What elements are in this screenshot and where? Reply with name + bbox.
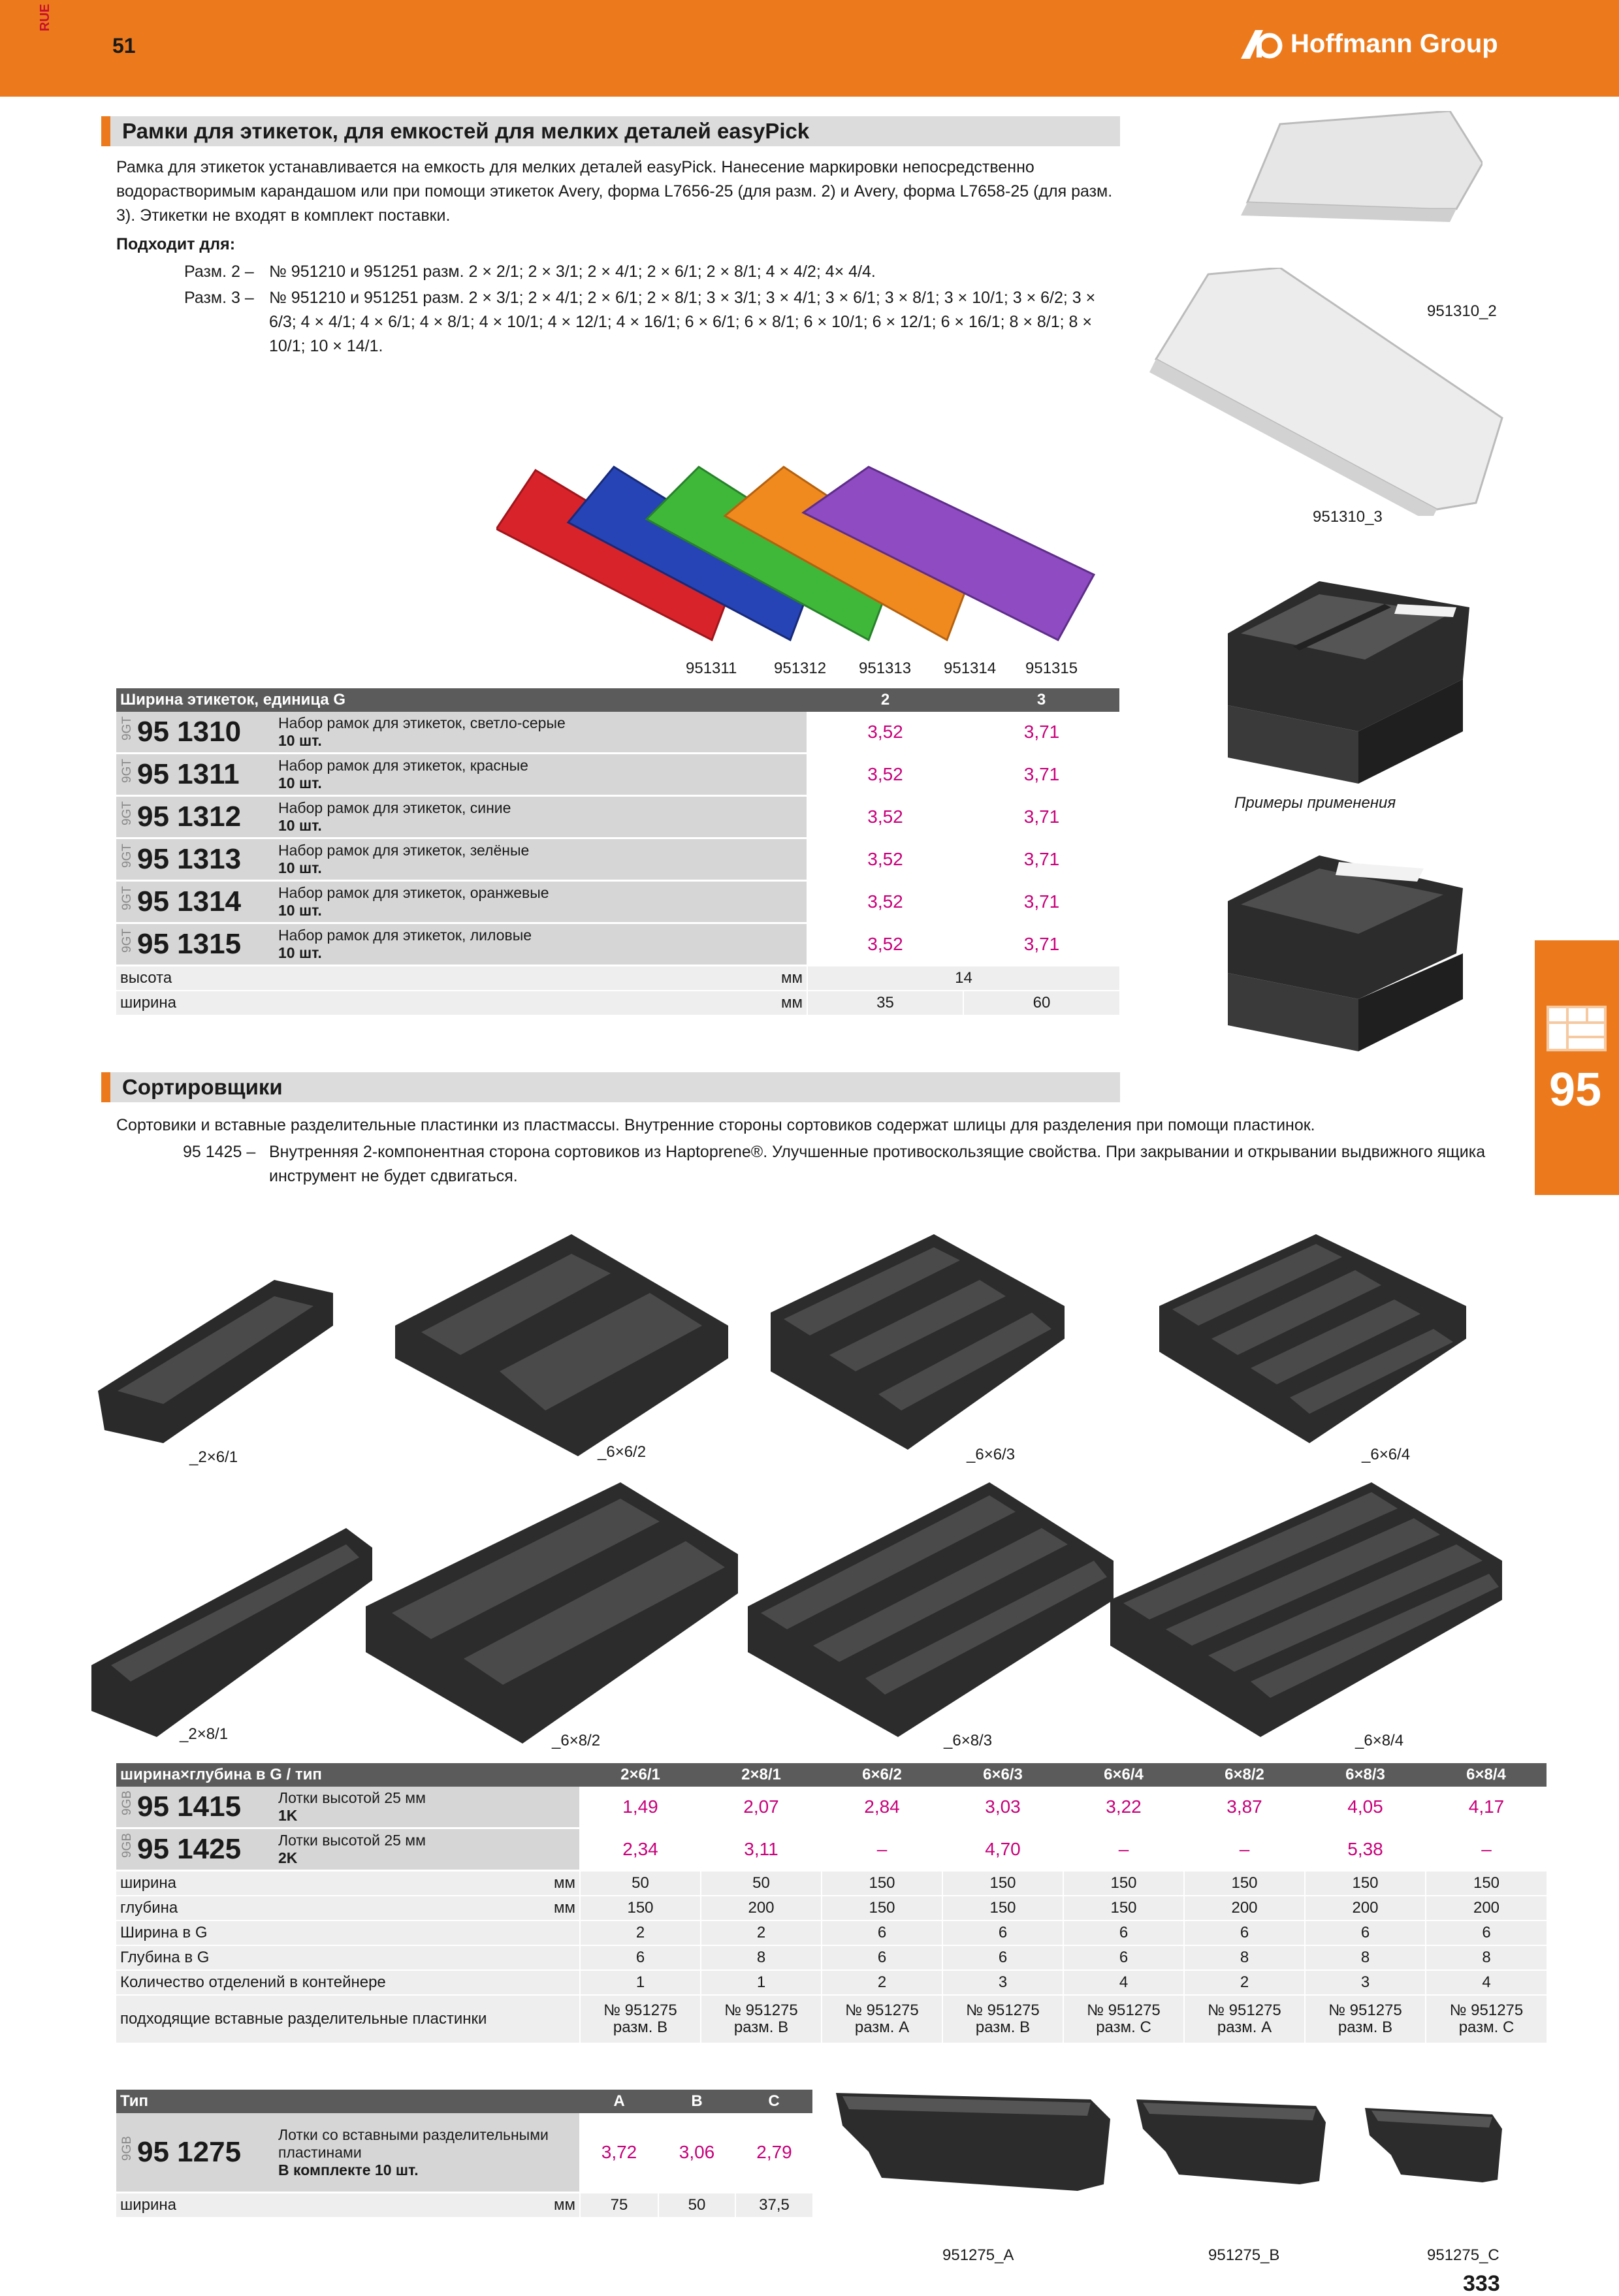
- product-description: Лотки со вставными разделительными пластинами: [278, 2126, 549, 2161]
- image-caption-951314: 951314: [944, 660, 997, 677]
- price: 3,87: [1184, 1787, 1305, 1828]
- spec-row-width: [116, 991, 1119, 1015]
- sorters-table: [116, 1763, 1547, 2044]
- price: –: [1184, 1828, 1305, 1871]
- image-caption-951313: 951313: [859, 660, 912, 677]
- plate-size: разм. A: [1217, 2018, 1272, 2036]
- divider-plate-b-image: [1133, 2093, 1329, 2191]
- table-header-row: [116, 688, 1119, 712]
- image-caption-951310-2: 951310_2: [1427, 302, 1497, 320]
- spec-label: Ширина в G: [116, 1921, 273, 1945]
- spec-value: 6: [822, 1945, 942, 1970]
- usage-example-box-divided-image: [1228, 568, 1476, 784]
- image-caption-6x6-2: _6×6/2: [598, 1443, 647, 1461]
- plate-number: № 951275: [845, 2001, 919, 2019]
- spec-value: 2: [580, 1921, 701, 1945]
- image-caption-951275-b: 951275_B: [1208, 2246, 1280, 2264]
- spec-value: 6: [1063, 1921, 1184, 1945]
- product-description: Лотки высотой 25 мм: [278, 1832, 426, 1849]
- product-quantity: 10 шт.: [278, 859, 322, 876]
- spec-value: 4: [1063, 1970, 1184, 1995]
- spec-unit: [273, 1945, 580, 1970]
- spec-label: высота: [116, 966, 273, 991]
- spec-value: 2: [1184, 1970, 1305, 1995]
- plate-size: разм. B: [1338, 2018, 1393, 2036]
- price: –: [1063, 1828, 1184, 1871]
- sorter-6x8-3-image: [748, 1482, 1120, 1744]
- order-code: 9GB: [120, 1833, 134, 1858]
- spec-value: 4: [1426, 1970, 1547, 1995]
- product-description: Набор рамок для этикеток, красные: [278, 757, 528, 774]
- divider-plate-a-image: [829, 2086, 1117, 2197]
- label-frame-grey-small-image: [1234, 111, 1483, 268]
- spec-value: 200: [1426, 1896, 1547, 1921]
- spec-value: 6: [1063, 1945, 1184, 1970]
- usage-caption: Примеры применения: [1234, 794, 1396, 812]
- table-row: [116, 923, 1119, 966]
- table-row: [116, 1828, 1547, 1871]
- spec-value: 1: [580, 1970, 701, 1995]
- article-number: 95 1310: [137, 716, 242, 748]
- grid-icon: [1547, 1006, 1607, 1051]
- spec-row-width: [116, 2193, 812, 2218]
- spec-value-size-2: 35: [807, 991, 963, 1015]
- spec-unit: мм: [273, 2193, 580, 2218]
- label-frame-grey-large-image: [1149, 268, 1515, 516]
- image-caption-2x8-1: _2×8/1: [180, 1725, 229, 1743]
- header-size-3: 3: [963, 688, 1119, 712]
- header-label-type: ширина×глубина в G / тип: [116, 1763, 580, 1787]
- spec-value: 6: [1305, 1921, 1426, 1945]
- order-code: 9GT: [120, 759, 134, 784]
- spec-value: 8: [1305, 1945, 1426, 1970]
- image-caption-951311: 951311: [686, 660, 737, 677]
- product-quantity: 1K: [278, 1807, 298, 1824]
- price: –: [822, 1828, 942, 1871]
- header-type: 6×6/2: [822, 1763, 942, 1787]
- header-type-c: C: [735, 2090, 812, 2113]
- header-type: 2×6/1: [580, 1763, 701, 1787]
- spec-value: 6: [1426, 1921, 1547, 1945]
- spec-row: [116, 1945, 1547, 1970]
- spec-label: ширина: [116, 2193, 273, 2218]
- image-caption-6x6-4: _6×6/4: [1362, 1446, 1411, 1463]
- image-caption-951275-a: 951275_A: [942, 2246, 1014, 2264]
- product-quantity: 10 шт.: [278, 902, 322, 919]
- sorter-6x6-3-image: [771, 1234, 1071, 1456]
- price-type-a: 3,72: [580, 2113, 658, 2193]
- price: 4,70: [942, 1828, 1063, 1871]
- spec-unit: мм: [273, 1896, 580, 1921]
- spec-label: Глубина в G: [116, 1945, 273, 1970]
- spec-value: 6: [822, 1921, 942, 1945]
- image-caption-6x8-3: _6×8/3: [944, 1732, 993, 1749]
- plate-size: разм. A: [854, 2018, 910, 2036]
- price-size-2: 3,52: [807, 754, 963, 796]
- label-frames-description: Рамка для этикеток устанавливается на емкость для мелких деталей easyPick. Нанесение маркировки непосредственно водорастворимым карандашом или при помощи этикеток Avery, форма L7656-25 (для разм. 2) и Avery, форма L7658-25 (для разм. 3). Этикетки не входят в комплект поставки.: [116, 158, 1113, 225]
- page-number: 333: [1463, 2271, 1500, 2296]
- price: 3,22: [1063, 1787, 1184, 1828]
- spec-value: 150: [1184, 1871, 1305, 1896]
- price: 3,11: [701, 1828, 822, 1871]
- spec-value: 8: [701, 1945, 822, 1970]
- spec-value: 150: [1063, 1896, 1184, 1921]
- price-size-2: 3,52: [807, 796, 963, 838]
- product-quantity: 10 шт.: [278, 774, 322, 791]
- article-number: 95 1314: [137, 885, 242, 917]
- price: 3,03: [942, 1787, 1063, 1828]
- spec-value: 2: [822, 1970, 942, 1995]
- image-caption-6x8-4: _6×8/4: [1355, 1732, 1404, 1749]
- price: 1,49: [580, 1787, 701, 1828]
- spec-unit: мм: [273, 966, 807, 991]
- table-header-row: [116, 1763, 1547, 1787]
- header-type: 6×6/4: [1063, 1763, 1184, 1787]
- article-number: 95 1415: [137, 1791, 242, 1823]
- price: 4,05: [1305, 1787, 1426, 1828]
- sorters-note-text: Внутренняя 2-компонентная сторона сортовиков из Haptoprene®. Улучшенные противоскользящие свойства. При закрывании и открывании выдвижного ящика инструмент не будет сдвигаться.: [269, 1143, 1486, 1185]
- table-row: [116, 754, 1119, 796]
- section-title: Сортировщики: [122, 1075, 283, 1099]
- sorter-6x8-2-image: [366, 1482, 745, 1750]
- spec-row: [116, 1921, 1547, 1945]
- spec-label: Количество отделений в контейнере: [116, 1970, 580, 1995]
- article-number: 95 1425: [137, 1833, 242, 1865]
- spec-value: 75: [580, 2193, 658, 2218]
- product-description: Набор рамок для этикеток, зелёные: [278, 842, 530, 859]
- article-number: 95 1275: [137, 2136, 242, 2168]
- sorters-note-label: 95 1425 –: [183, 1143, 256, 1161]
- spec-value: 6: [580, 1945, 701, 1970]
- image-caption-2x6-1: _2×6/1: [189, 1448, 238, 1466]
- order-code: 9GT: [120, 716, 134, 741]
- spec-unit: мм: [273, 991, 807, 1015]
- price-size-2: 3,52: [807, 838, 963, 881]
- brand-name: Hoffmann Group: [1290, 29, 1498, 58]
- price: 2,34: [580, 1828, 701, 1871]
- brand-logo: [1241, 27, 1498, 60]
- price-size-3: 3,71: [963, 881, 1119, 923]
- table-row: [116, 1787, 1547, 1828]
- plate-size: разм. B: [733, 2018, 789, 2036]
- article-number: 95 1312: [137, 801, 242, 833]
- plate-size: разм. C: [1458, 2018, 1515, 2036]
- price-size-3: 3,71: [963, 923, 1119, 966]
- spec-value: 3: [1305, 1970, 1426, 1995]
- spec-value: 150: [580, 1896, 701, 1921]
- price-size-2: 3,52: [807, 712, 963, 754]
- sorter-2x6-1-image: [98, 1267, 346, 1463]
- plate-size: разм. B: [975, 2018, 1031, 2036]
- price-size-3: 3,71: [963, 838, 1119, 881]
- spec-unit: мм: [273, 1871, 580, 1896]
- sorter-6x6-4-image: [1159, 1234, 1473, 1456]
- spec-value: 14: [807, 966, 1119, 991]
- image-caption-951310-3: 951310_3: [1313, 508, 1383, 526]
- article-number: 95 1313: [137, 843, 242, 875]
- header-type: 6×8/2: [1184, 1763, 1305, 1787]
- price-type-b: 3,06: [658, 2113, 735, 2193]
- hoffmann-logo-icon: [1241, 27, 1284, 60]
- price: 2,84: [822, 1787, 942, 1828]
- table-row: [116, 881, 1119, 923]
- product-description: Набор рамок для этикеток, светло-серые: [278, 714, 566, 731]
- spec-value: 150: [1426, 1871, 1547, 1896]
- language-code: RUE: [38, 3, 52, 31]
- article-number: 95 1311: [137, 758, 240, 790]
- plate-number: № 951275: [966, 2001, 1040, 2019]
- product-description: Лотки высотой 25 мм: [278, 1789, 426, 1806]
- spec-value: 200: [1184, 1896, 1305, 1921]
- spec-value: 150: [822, 1871, 942, 1896]
- image-caption-951315: 951315: [1025, 660, 1078, 677]
- size3-text: № 951210 и 951251 разм. 2 × 3/1; 2 × 4/1; 2 × 6/1; 2 × 8/1; 3 × 3/1; 3 × 4/1; 3 × 6/1; 3 × 8/1; 3 × 10/1; 3 × 6/2; 3 × 6/3; 4 × 4/1; 4 × 6/1; 4 × 8/1; 4 × 10/1; 4 × 12/1; 4 × 16/1; 6 × 6/1; 6 × 8/1; 6 × 10/1; 6 × 12/1; 6 × 16/1; 8 × 8/1; 8 × 10/1; 10 × 14/1.: [269, 289, 1096, 355]
- spec-value: 200: [701, 1896, 822, 1921]
- spec-value: 8: [1184, 1945, 1305, 1970]
- fits-label: Подходит для:: [116, 235, 236, 253]
- plate-number: № 951275: [603, 2001, 677, 2019]
- image-caption-951275-c: 951275_C: [1427, 2246, 1499, 2264]
- dividers-table: [116, 2090, 812, 2218]
- table-header-row: [116, 2090, 812, 2113]
- table-row: [116, 712, 1119, 754]
- image-caption-6x8-2: _6×8/2: [552, 1732, 601, 1749]
- price-size-2: 3,52: [807, 881, 963, 923]
- spec-value: 1: [701, 1970, 822, 1995]
- table-row: [116, 838, 1119, 881]
- spec-label: подходящие вставные разделительные пластинки: [116, 1995, 580, 2043]
- spec-row-plates: [116, 1995, 1547, 2043]
- plate-number: № 951275: [1208, 2001, 1281, 2019]
- product-quantity: 2K: [278, 1849, 298, 1866]
- side-tab-number: 95: [1549, 1064, 1602, 1116]
- spec-value: 150: [942, 1896, 1063, 1921]
- spec-value: 150: [822, 1896, 942, 1921]
- size2-label: Разм. 2 –: [184, 263, 254, 281]
- price-size-3: 3,71: [963, 754, 1119, 796]
- spec-value: 150: [942, 1871, 1063, 1896]
- header-type: 2×8/1: [701, 1763, 822, 1787]
- price-size-3: 3,71: [963, 796, 1119, 838]
- price: 4,17: [1426, 1787, 1547, 1828]
- order-code: 9GT: [120, 886, 134, 911]
- spec-row: [116, 1970, 1547, 1995]
- price: 5,38: [1305, 1828, 1426, 1871]
- spec-value: 6: [1184, 1921, 1305, 1945]
- spec-value: 50: [658, 2193, 735, 2218]
- spec-row-height: [116, 966, 1119, 991]
- catalog-page-number: 51: [112, 34, 136, 57]
- spec-label: глубина: [116, 1896, 273, 1921]
- price-size-3: 3,71: [963, 712, 1119, 754]
- order-code: 9GT: [120, 801, 134, 826]
- spec-value: 37,5: [735, 2193, 812, 2218]
- plate-size: разм. B: [613, 2018, 668, 2036]
- section-heading-label-frames: [101, 116, 1120, 146]
- spec-row: [116, 1896, 1547, 1921]
- header-type: 6×6/3: [942, 1763, 1063, 1787]
- spec-value: 6: [942, 1921, 1063, 1945]
- price-type-c: 2,79: [735, 2113, 812, 2193]
- order-code: 9GB: [120, 2136, 134, 2161]
- spec-value-size-3: 60: [963, 991, 1119, 1015]
- header-size-2: 2: [807, 688, 963, 712]
- spec-value: 2: [701, 1921, 822, 1945]
- plate-size: разм. C: [1096, 2018, 1151, 2036]
- header-type: 6×8/4: [1426, 1763, 1547, 1787]
- spec-value: 150: [1305, 1871, 1426, 1896]
- sorter-6x6-2-image: [395, 1234, 735, 1463]
- sorter-2x8-1-image: [91, 1522, 379, 1750]
- product-description: Набор рамок для этикеток, оранжевые: [278, 884, 549, 901]
- spec-value: 6: [942, 1945, 1063, 1970]
- sorters-description: Сортовики и вставные разделительные пластинки из пластмассы. Внутренние стороны сортовиков содержат шлицы для разделения при помощи пластинок.: [116, 1116, 1315, 1134]
- plate-number: № 951275: [724, 2001, 798, 2019]
- plate-number: № 951275: [1449, 2001, 1524, 2019]
- spec-value: 200: [1305, 1896, 1426, 1921]
- header-label-type: Тип: [116, 2090, 580, 2113]
- price-size-2: 3,52: [807, 923, 963, 966]
- header-type-a: A: [580, 2090, 658, 2113]
- size3-label: Разм. 3 –: [184, 289, 254, 307]
- price: 2,07: [701, 1787, 822, 1828]
- label-frames-table: [116, 688, 1119, 1016]
- order-code: 9GT: [120, 844, 134, 869]
- table-row: [116, 2113, 812, 2193]
- spec-value: 150: [1063, 1871, 1184, 1896]
- plate-number: № 951275: [1087, 2001, 1161, 2019]
- spec-value: 50: [701, 1871, 822, 1896]
- spec-row: [116, 1871, 1547, 1896]
- header-type-b: B: [658, 2090, 735, 2113]
- header-type: 6×8/3: [1305, 1763, 1426, 1787]
- size2-text: № 951210 и 951251 разм. 2 × 2/1; 2 × 3/1; 2 × 4/1; 2 × 6/1; 2 × 8/1; 4 × 4/2; 4× 4/4.: [269, 263, 876, 281]
- order-code: 9GB: [120, 1791, 134, 1816]
- label-frames-colored-image: [496, 457, 1104, 653]
- section-side-tab: [1535, 940, 1619, 1195]
- divider-plate-c-image: [1362, 2103, 1505, 2188]
- section-heading-sorters: [101, 1072, 1120, 1102]
- product-quantity: В комплекте 10 шт.: [278, 2161, 419, 2178]
- product-quantity: 10 шт.: [278, 817, 322, 834]
- spec-value: 8: [1426, 1945, 1547, 1970]
- article-number: 95 1315: [137, 928, 242, 960]
- table-row: [116, 796, 1119, 838]
- product-description: Набор рамок для этикеток, лиловые: [278, 927, 532, 944]
- usage-example-box-open-image: [1228, 842, 1476, 1051]
- plate-number: № 951275: [1328, 2001, 1402, 2019]
- product-quantity: 10 шт.: [278, 944, 322, 961]
- section-title: Рамки для этикеток, для емкостей для мелких деталей easyPick: [122, 119, 810, 143]
- image-caption-951312: 951312: [774, 660, 827, 677]
- spec-label: ширина: [116, 1871, 273, 1896]
- price: –: [1426, 1828, 1547, 1871]
- order-code: 9GT: [120, 929, 134, 953]
- spec-value: 50: [580, 1871, 701, 1896]
- spec-label: ширина: [116, 991, 273, 1015]
- header-label-width: Ширина этикеток, единица G: [116, 688, 807, 712]
- spec-value: 3: [942, 1970, 1063, 1995]
- product-description: Набор рамок для этикеток, синие: [278, 799, 511, 816]
- spec-unit: [273, 1921, 580, 1945]
- product-quantity: 10 шт.: [278, 732, 322, 749]
- image-caption-6x6-3: _6×6/3: [967, 1446, 1016, 1463]
- sorter-6x8-4-image: [1110, 1482, 1509, 1744]
